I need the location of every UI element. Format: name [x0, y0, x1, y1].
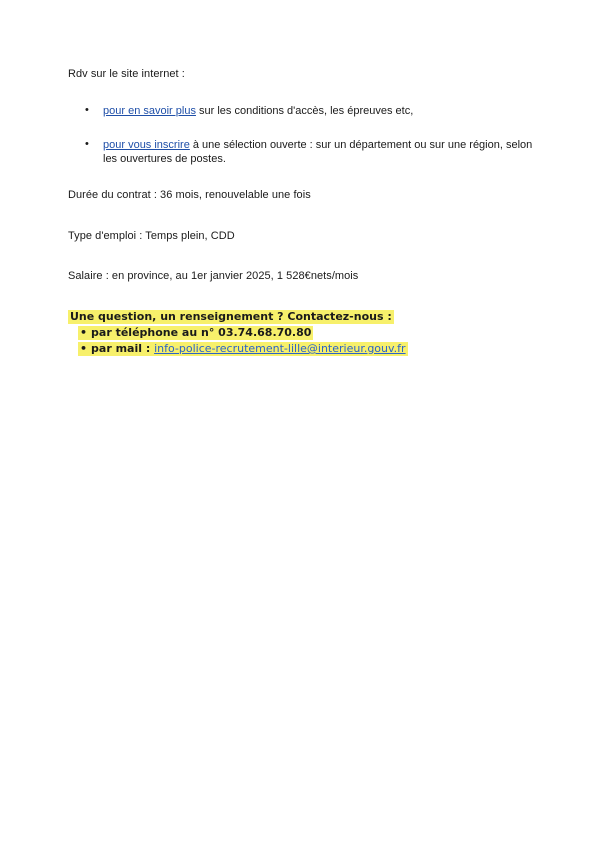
bullet-rest-text: à une sélection ouverte : sur un département ou sur une région, selon les ouvertures de postes.	[103, 139, 533, 165]
contact-mail-label: par mail :	[91, 342, 155, 355]
register-link[interactable]: pour vous inscrire	[103, 139, 190, 151]
contract-duration-text: Durée du contrat : 36 mois, renouvelable une fois	[68, 189, 311, 201]
bullet-icon: •	[85, 104, 89, 116]
bullet-text	[103, 138, 543, 166]
salary-text: Salaire : en province, au 1er janvier 2025, 1 528€nets/mois	[68, 270, 359, 282]
contact-heading: Une question, un renseignement ? Contactez-nous :	[70, 310, 392, 323]
contact-phone-line	[68, 325, 408, 340]
bullet-rest-text: sur les conditions d'accès, les épreuves etc,	[195, 105, 414, 117]
contact-phone: par téléphone au n° 03.74.68.70.80	[91, 326, 312, 339]
contact-heading-line	[68, 309, 408, 324]
contact-email-link[interactable]: info-police-recrutement-lille@interieur.gouv.fr	[154, 342, 406, 355]
job-type-text: Type d'emploi : Temps plein, CDD	[68, 230, 235, 242]
bullet-text	[103, 104, 543, 118]
contact-block	[68, 309, 408, 357]
learn-more-link[interactable]: pour en savoir plus	[103, 105, 196, 117]
intro-text: Rdv sur le site internet :	[68, 68, 185, 80]
bullet-icon: •	[80, 342, 88, 355]
contact-mail-line	[68, 341, 408, 356]
bullet-icon: •	[80, 326, 88, 339]
bullet-icon: •	[85, 138, 89, 150]
